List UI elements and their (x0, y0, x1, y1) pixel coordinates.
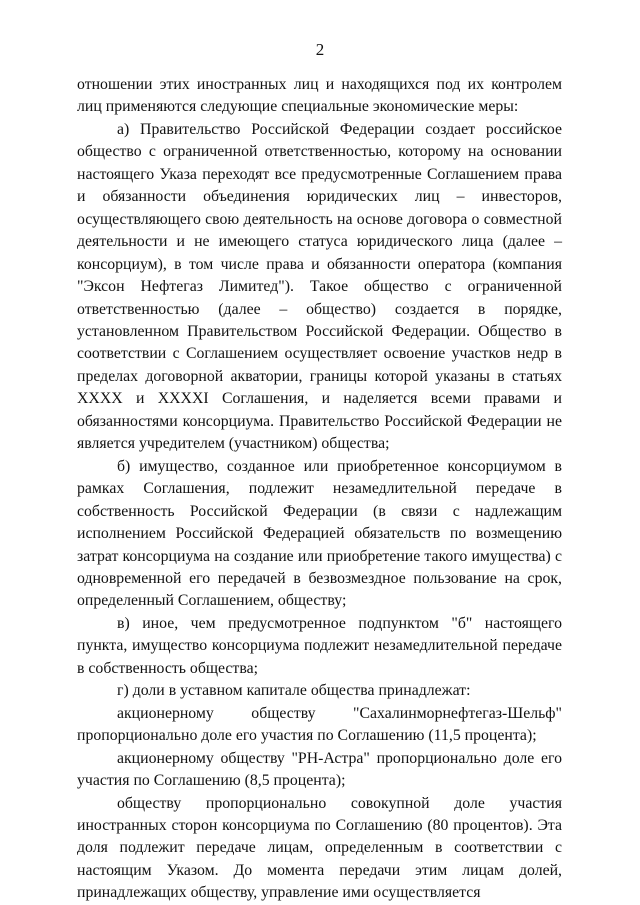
paragraph-item-a: а) Правительство Российской Федерации создает российское общество с ограниченной ответственностью, которому на основании настоящего Указа переходят все предусмотренные Соглашением права и обязанности объединения юридических лиц – инвесторов, осуществляющего свою деятельность на основе договора о совместной деятельности и не имеющего статуса юридического лица (далее – консорциум), в том числе права и обязанности оператора (компания "Эксон Нефтегаз Лимитед"). Такое общество с ограниченной ответственностью (далее – общество) создается в порядке, установленном Правительством Российской Федерации. Общество в соответствии с Соглашением осуществляет освоение участков недр в пределах договорной акватории, границы которой указаны в статьях XXXX и XXXXI Соглашения, и наделяется всеми правами и обязанностями консорциума. Правительство Российской Федерации не является учредителем (участником) общества; (77, 120, 562, 453)
page-number: 2 (315, 40, 325, 59)
document-body (77, 74, 562, 905)
paragraph-item-b: б) имущество, созданное или приобретенное консорциумом в рамках Соглашения, подлежит незамедлительной передаче в собственность Российской Федерации (в связи с надлежащим исполнением Российской Федерацией обязательств по возмещению затрат консорциума на создание или приобретение такого имущества) с одновременной его передачей в безвозмездное пользование на срок, определенный Соглашением, обществу; (77, 457, 562, 610)
paragraph-item-g: г) доли в уставном капитале общества принадлежат: (117, 682, 471, 700)
paragraph-share-rn-astra: акционерному обществу "РН-Астра" пропорционально доле его участия по Соглашению (8,5 процента); (77, 749, 562, 790)
paragraph-share-company: обществу пропорционально совокупной доле участия иностранных сторон консорциума по Соглашению (80 процентов). Эта доля подлежит передаче лицам, определенным в соответствии с настоящим Указом. До момента передачи этим лицам долей, принадлежащих обществу, управление ими осуществляется (77, 794, 562, 902)
paragraph-item-v: в) иное, чем предусмотренное подпунктом "б" настоящего пункта, имущество консорциума подлежит незамедлительной передаче в собственность общества; (77, 614, 562, 677)
paragraph-share-sakhalinmorneftegaz: акционерному обществу "Сахалинморнефтегаз-Шельф" пропорционально доле его участия по Соглашению (11,5 процента); (77, 704, 562, 745)
paragraph-intro-continuation: отношении этих иностранных лиц и находящихся под их контролем лиц применяются следующие специальные экономические меры: (77, 76, 562, 116)
